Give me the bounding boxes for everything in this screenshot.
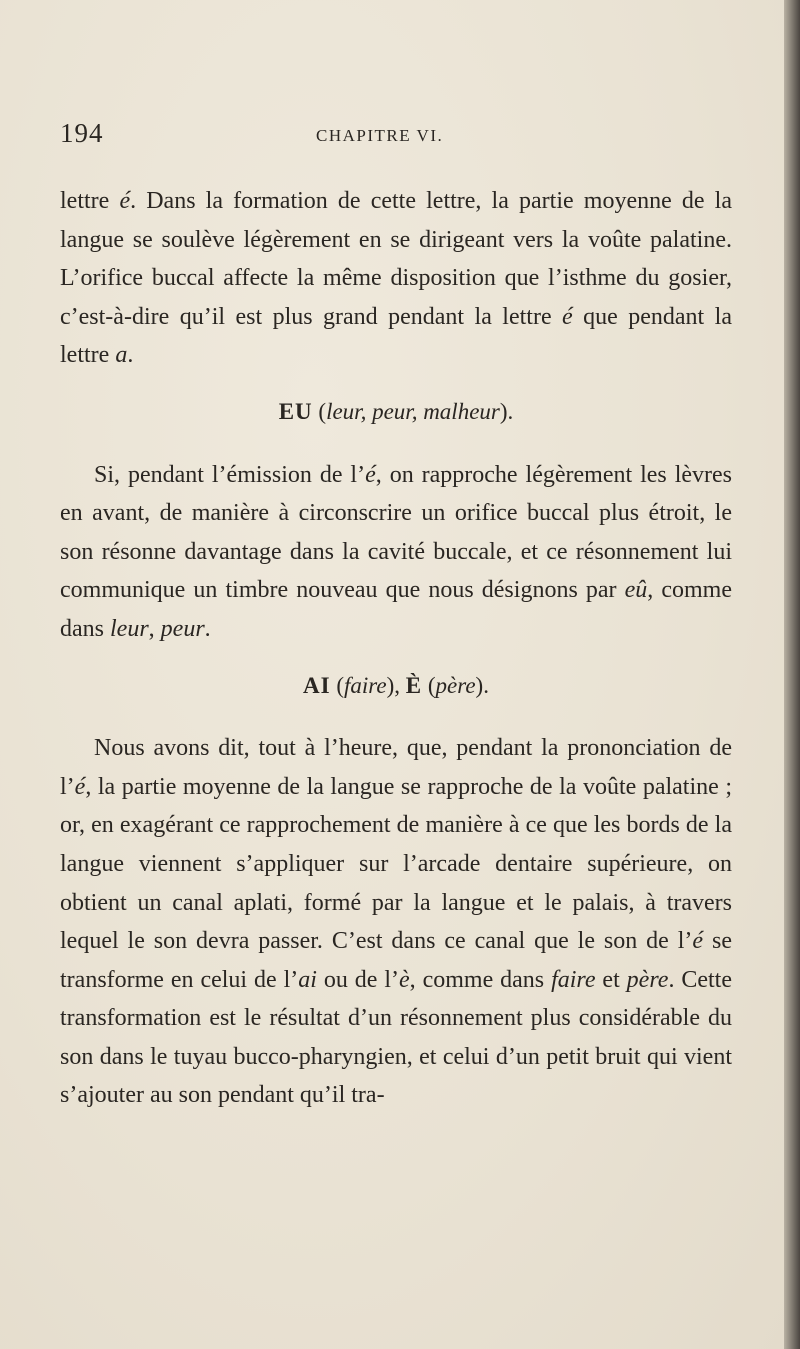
- text-run: (: [330, 672, 344, 698]
- text-run: ),: [386, 672, 406, 698]
- italic-run: eû: [624, 577, 648, 604]
- italic-run: é: [692, 928, 704, 955]
- text-run: (: [312, 398, 327, 424]
- text-run: se transforme en celui de l’: [60, 928, 732, 993]
- text-run: , la partie moyenne de la langue se rapproche de la voûte palatine ; or, en exagérant ce rapprochement de manière à ce que les bords de la langue viennent s’appliquer sur l’arcade dentaire supérieure, on obtient un canal aplati, formé par la langue et le palais, à travers lequel le son devra passer. C’est dans ce canal que le son de l’: [60, 773, 732, 955]
- italic-run: é: [365, 461, 376, 488]
- italic-run: faire: [551, 966, 596, 993]
- section-heading-ai: [60, 667, 732, 706]
- page-number: 194: [60, 118, 104, 148]
- heading-examples: leur, peur, malheur: [326, 398, 500, 424]
- text-run: ).: [475, 672, 489, 698]
- heading-label: AI: [303, 672, 331, 698]
- page-body: [60, 182, 732, 1115]
- section-heading-eu: [60, 393, 732, 432]
- italic-run: leur: [110, 615, 149, 642]
- paragraph-2: [60, 456, 732, 649]
- italic-run: a: [115, 342, 128, 369]
- text-run: lettre: [60, 188, 120, 214]
- heading-label: EU: [278, 398, 313, 424]
- text-run: Si, pendant l’émission de l’: [94, 461, 366, 488]
- text-run: (: [422, 672, 436, 698]
- page-edge-shadow: [784, 0, 800, 1349]
- text-run: .: [204, 615, 211, 642]
- text-run: Nous avons dit, tout à l’heure, que, pendant la prononciation de l’: [60, 735, 732, 800]
- text-run: . Dans la formation de cette lettre, la partie moyenne de la langue se soulève légèrement en se dirigeant vers la voûte palatine. L’orifice buccal affecte la même disposition que l’isthme du gosier, c’est-à-dire qu’il est plus grand pendant la lettre: [60, 188, 732, 330]
- heading-examples: faire: [344, 672, 387, 698]
- italic-run: père: [626, 966, 669, 993]
- page-header: [60, 118, 730, 150]
- heading-examples: père: [435, 672, 476, 698]
- italic-run: è: [399, 966, 410, 993]
- italic-run: é: [562, 303, 573, 330]
- text-run: ,: [148, 615, 161, 642]
- italic-run: peur: [160, 615, 205, 642]
- text-run: et: [595, 966, 627, 993]
- italic-run: é: [119, 188, 131, 214]
- paragraph-3: [60, 729, 732, 1115]
- text-run: , on rapproche légèrement les lèvres en avant, de manière à circonscrire un orifice buccal plus étroit, le son résonne davantage dans la cavité buccale, et ce résonnement lui communique un timbre nouveau que nous désignons par: [60, 461, 733, 604]
- text-run: ).: [499, 398, 514, 424]
- text-run: ou de l’: [316, 966, 399, 993]
- text-run: .: [127, 342, 134, 369]
- italic-run: é: [74, 773, 86, 800]
- italic-run: ai: [298, 966, 317, 993]
- text-run: que pendant la lettre: [60, 303, 732, 369]
- text-run: , comme dans: [60, 577, 732, 642]
- paragraph-1: [60, 182, 732, 375]
- running-head: CHAPITRE VI.: [316, 126, 444, 145]
- text-run: . Cette transformation est le résultat d’un résonnement plus considérable du son dans le tuyau bucco-pharyngien, et celui d’un petit bruit qui vient s’ajouter au son pendant qu’il tra-: [60, 966, 733, 1109]
- heading-label: È: [405, 672, 423, 698]
- text-run: , comme dans: [409, 966, 552, 993]
